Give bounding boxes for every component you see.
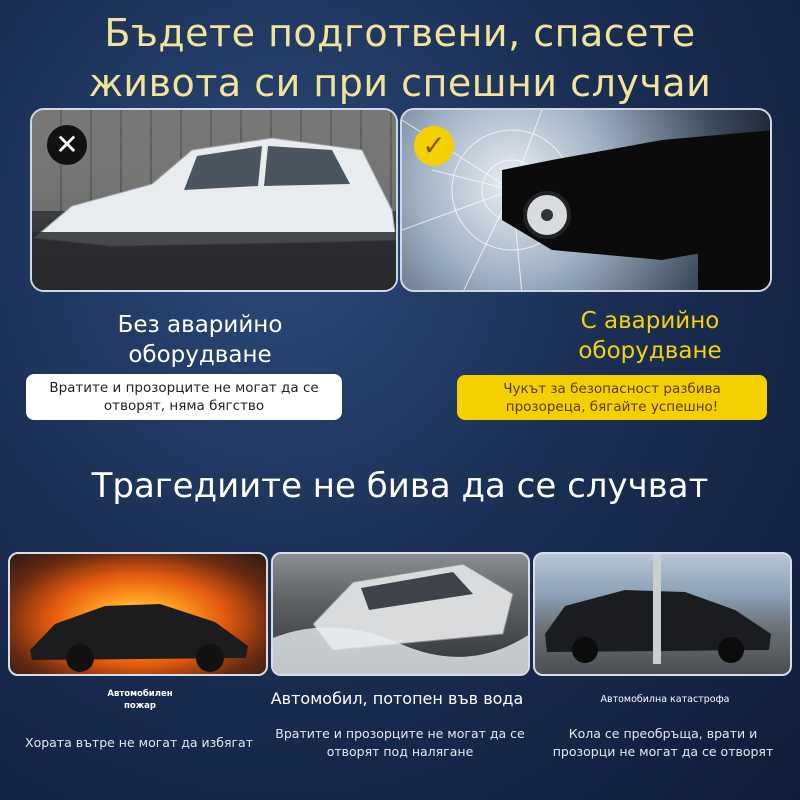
with-equipment-label: [480, 306, 800, 366]
shattered-glass-illustration: [402, 110, 772, 292]
headline-line-1: Бъдете подготвени, спасете: [104, 11, 696, 55]
x-mark-icon: ✕: [46, 124, 88, 166]
submerged-car-photo: [271, 552, 530, 676]
car-fire-title-line-1: Автомобилен: [107, 689, 173, 699]
car-fire-title: [95, 688, 185, 712]
safety-hammer-photo: [400, 108, 772, 292]
submerged-car-title: Автомобил, потопен във вода: [270, 689, 524, 708]
without-equipment-label: [30, 310, 370, 370]
car-crash-description: Кола се преобръща, врати и прозорци не могат да се отворят: [552, 726, 774, 759]
burning-car-illustration: [10, 554, 268, 676]
car-crash-title: Автомобилна катастрофа: [600, 694, 730, 705]
sinking-car-illustration: [273, 554, 530, 676]
section-title: Трагедиите не бива да се случват: [91, 466, 709, 506]
without-label-line-1: Без аварийно: [117, 312, 283, 338]
flooded-car-photo: [30, 108, 398, 292]
car-fire-photo: [8, 552, 268, 676]
headline-line-2: живота си при спешни случаи: [88, 61, 712, 105]
page-headline: [0, 8, 800, 108]
car-fire-description: Хората вътре не могат да избягат: [25, 735, 253, 750]
checkmark-icon: ✓: [414, 126, 454, 166]
with-label-line-1: С аварийно: [580, 308, 720, 334]
car-crash-photo: [533, 552, 792, 676]
without-equipment-note: Вратите и прозорците не могат да се отворят, няма бягство: [26, 374, 342, 420]
crashed-car-illustration: [535, 554, 792, 676]
with-label-line-2: оборудване: [578, 338, 722, 364]
with-equipment-note: Чукът за безопасност разбива прозореца, бягайте успешно!: [457, 375, 767, 420]
submerged-car-description: Вратите и прозорците не могат да се отворят под налягане: [275, 726, 525, 759]
car-fire-title-line-2: пожар: [124, 701, 156, 711]
without-label-line-2: оборудване: [128, 342, 272, 368]
